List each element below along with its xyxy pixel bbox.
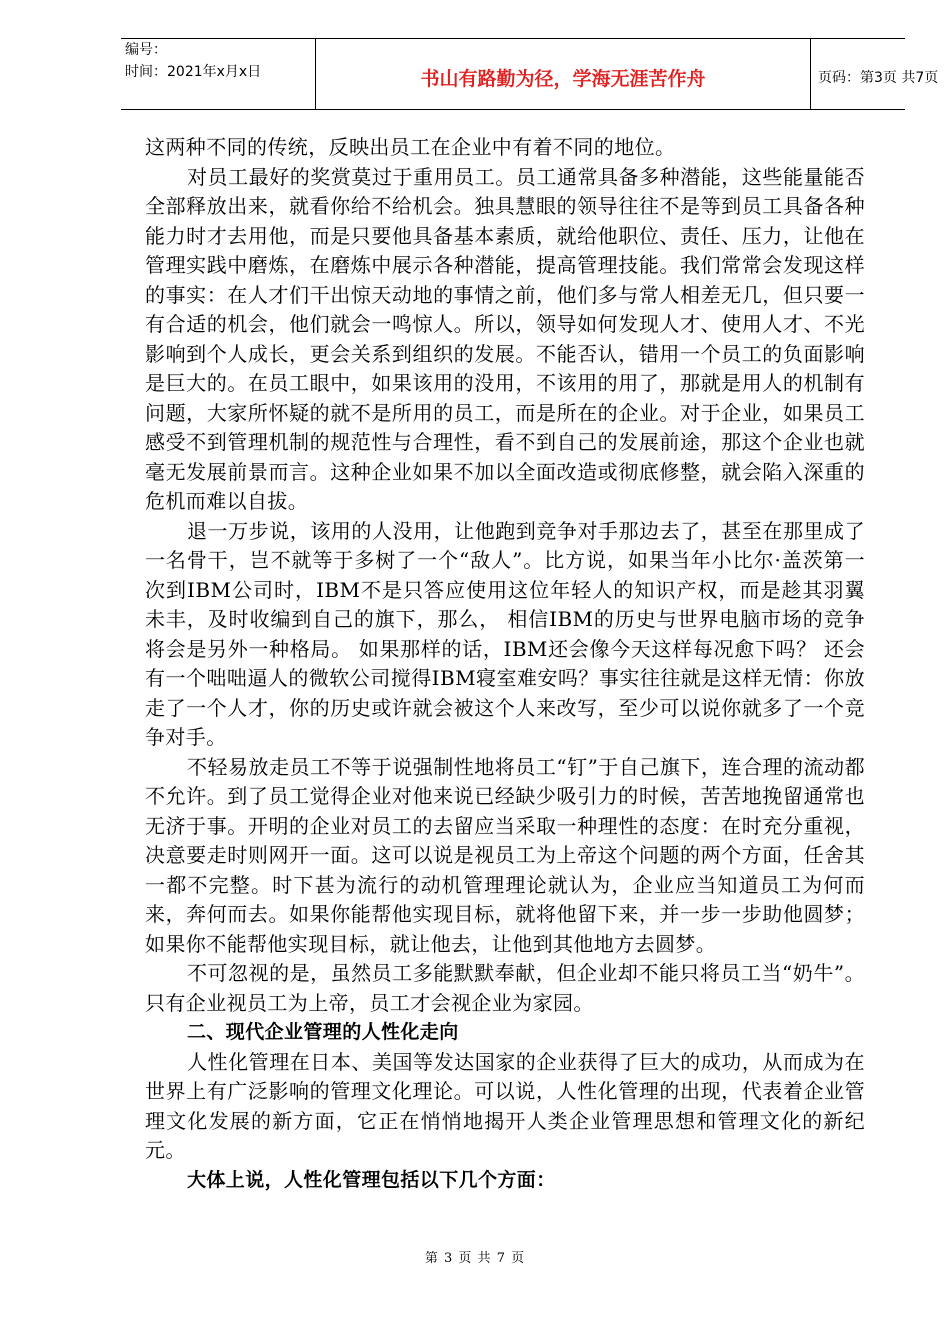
paragraph: 退一万步说，该用的人没用，让他跑到竞争对手那边去了，甚至在那里成了一名骨干，岂不就等于多树了一个“敌人”。比方说，如果当年小比尔·盖茨第一次到IBM公司时，IBM不是只答应使用这位年轻人的知识产权，而是趁其羽翼未丰，及时收编到自己的旗下，那么， 相信IBM的历史与世界电脑市场的竞争将会是另外一种格局。 如果那样的话，IBM还会像今天这样每况愈下吗？ 还会有一个咄咄逼人的微软公司搅得IBM寝室难安吗？事实往往就是这样无情：你放走了一个人才，你的历史或许就会被这个人来改写，至少可以说你就多了一个竞争对手。	[145, 518, 865, 749]
header-page-number: 页码：第3页 共7页	[818, 70, 939, 86]
page-footer: 第 3 页 共 7 页	[424, 1251, 526, 1266]
paragraph: 人性化管理在日本、美国等发达国家的企业获得了巨大的成功，从而成为在世界上有广泛影响的管理文化理论。可以说，人性化管理的出现，代表着企业管理文化发展的新方面，它正在悄悄地揭开人类企业管理思想和管理文化的新纪元。	[145, 1049, 865, 1162]
document-body	[145, 133, 865, 1195]
header-page-cell	[810, 39, 939, 109]
page-header	[121, 38, 939, 110]
header-motto-cell	[315, 39, 811, 109]
paragraph: 不可忽视的是，虽然员工多能默默奉献，但企业却不能只将员工当“奶牛”。只有企业视员工为上帝，员工才会视企业为家园。	[145, 961, 865, 1015]
paragraph: 这两种不同的传统，反映出员工在企业中有着不同的地位。	[145, 135, 676, 159]
document-time-label: 时间：2021年x月x日	[125, 64, 262, 80]
paragraph: 不轻易放走员工不等于说强制性地将员工“钉”于自己旗下，连合理的流动都不允许。到了员工觉得企业对他来说已经缺少吸引力的时候，苦苦地挽留通常也无济于事。开明的企业对员工的去留应当采取一种理性的态度：在时充分重视，决意要走时则网开一面。这可以说是视员工为上帝这个问题的两个方面，任舍其一都不完整。时下甚为流行的动机管理理论就认为，企业应当知道员工为何而来，奔何而去。如果你能帮他实现目标，就将他留下来，并一步一步助他圆梦；如果你不能帮他实现目标，就让他去，让他到其他地方去圆梦。	[145, 754, 865, 956]
document-number-label: 编号：	[125, 42, 167, 58]
header-meta-cell	[121, 39, 315, 109]
paragraph: 对员工最好的奖赏莫过于重用员工。员工通常具备多种潜能，这些能量能否全部释放出来，就看你给不给机会。独具慧眼的领导往往不是等到员工具备各种能力时才去用他，而是只要他具备基本素质，就给他职位、责任、压力，让他在管理实践中磨炼，在磨炼中展示各种潜能，提高管理技能。我们常常会发现这样的事实：在人才们干出惊天动地的事情之前，他们多与常人相差无几，但只要一有合适的机会，他们就会一鸣惊人。所以，领导如何发现人才、使用人才、不光影响到个人成长，更会关系到组织的发展。不能否认，错用一个员工的负面影响是巨大的。在员工眼中，如果该用的没用，不该用的用了，那就是用人的机制有问题，大家所怀疑的就不是所用的员工，而是所在的企业。对于企业，如果员工感受不到管理机制的规范性与合理性，看不到自己的发展前途，那这个企业也就毫无发展前景而言。这种企业如果不加以全面改造或彻底修整，就会陷入深重的危机而难以自拔。	[145, 164, 865, 513]
header-motto: 书山有路勤为径，学海无涯苦作舟	[420, 68, 706, 90]
subsection-heading: 大体上说，人性化管理包括以下几个方面：	[187, 1168, 556, 1191]
section-heading: 二、现代企业管理的人性化走向	[187, 1021, 459, 1043]
